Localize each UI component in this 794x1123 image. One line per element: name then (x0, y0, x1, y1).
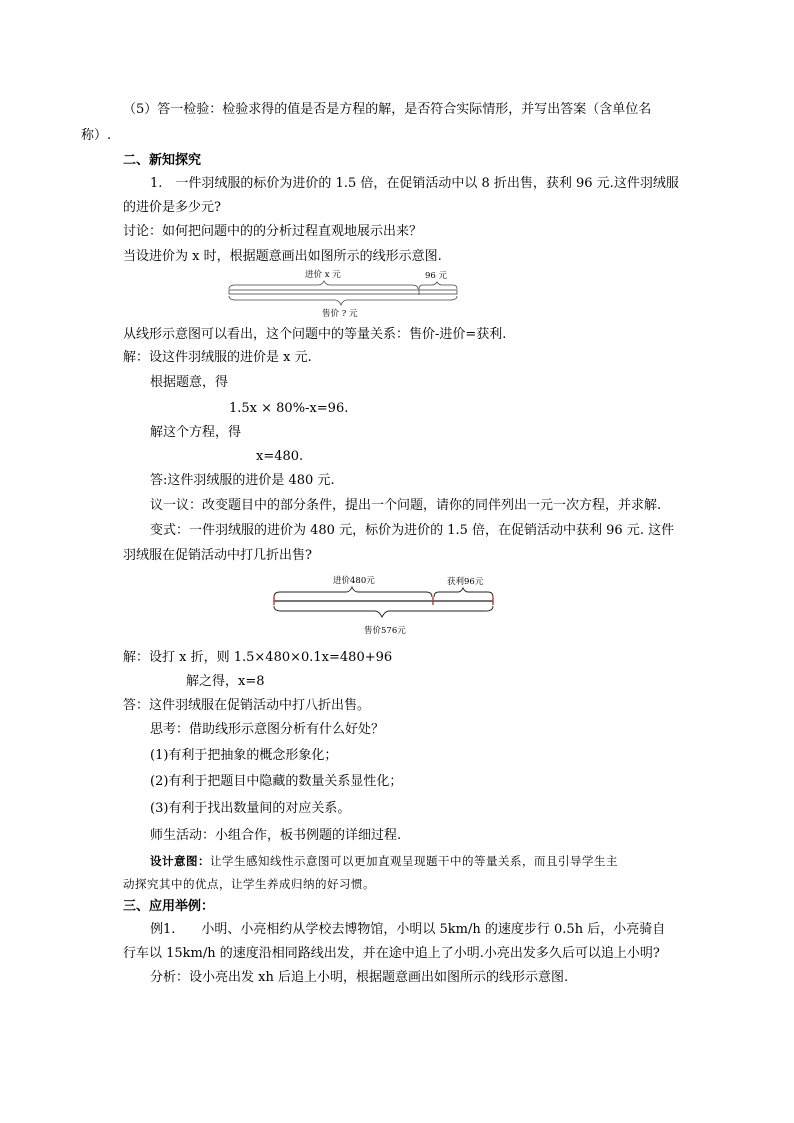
discuss2-text: 议一议：改变题目中的部分条件，提出一个问题，请你的同伴列出一元一次方程，并求解. (150, 498, 662, 513)
problem1-line1: 1. 一件羽绒服的标价为进价的 1.5 倍，在促销活动中以 8 折出售，获利 96 元.这件羽绒服 (150, 176, 679, 191)
diagram1-price-label: 售价 ? 元 (322, 309, 358, 319)
diagram2-profit-label: 获利96元 (447, 577, 484, 587)
diagram1-cost-label: 进价 x 元 (305, 270, 341, 280)
solution-let: 解：设这件羽绒服的进价是 x 元. (123, 350, 312, 365)
solution-by-problem: 根据题意，得 (150, 375, 229, 390)
diagram2-price-label: 售价576元 (364, 626, 406, 636)
think-point-2: (2)有利于把题目中隐藏的数量关系显性化； (150, 774, 403, 789)
think-question: 思考：借助线形示意图分析有什么好处？ (150, 722, 385, 737)
variant-line1: 变式：一件羽绒服的进价为 480 元，标价为进价的 1.5 倍，在促销活动中获利 96 元. 这件 (150, 523, 675, 538)
step5-line1: （5）答一检验：检验求得的值是否是方程的解，是否符合实际情形，并写出答案（含单位名 (123, 102, 652, 117)
diagram1-profit-label: 96 元 (425, 271, 448, 281)
section2-heading: 二、新知探究 (123, 153, 202, 168)
section3-heading: 三、应用举例： (123, 899, 215, 914)
design-intent-line1 (150, 853, 618, 869)
solution-equation: 1.5x × 80%-x=96. (229, 401, 349, 416)
activity-text: 师生活动：小组合作，板书例题的详细过程. (150, 828, 402, 843)
design-intent-label: 设计意图： (150, 854, 210, 868)
solution-answer: 答:这件羽绒服的进价是 480 元. (150, 473, 335, 488)
design-intent-text: 让学生感知线性示意图可以更加直观呈现题干中的等量关系，而且引导学生主 (210, 854, 618, 868)
variant-solution-solve: 解之得，x=8 (186, 674, 265, 689)
example1-line1: 例1. 小明、小亮相约从学校去博物馆，小明以 5km/h 的速度步行 0.5h 后，小亮骑自 (150, 922, 666, 937)
problem1-line2: 的进价是多少元? (123, 200, 221, 215)
think-point-3: (3)有利于找出数量间的对应关系。 (150, 801, 351, 816)
variant-solution-let: 解：设打 x 折，则 1.5×480×0.1x=480+96 (123, 650, 393, 665)
assume-text: 当设进价为 x 时，根据题意画出如图所示的线形示意图. (123, 249, 442, 264)
discussion: 讨论：如何把问题中的的分析过程直观地展示出来？ (123, 224, 423, 239)
relation-text: 从线形示意图可以看出，这个问题中的等量关系：售价-进价=获利. (123, 327, 507, 342)
solution-result: x=480. (256, 449, 304, 464)
analysis-text: 分析：设小亮出发 xh 后追上小明，根据题意画出如图所示的线形示意图. (150, 970, 569, 985)
think-point-1: (1)有利于把抽象的概念形象化； (150, 748, 338, 763)
step5-line2: 称）. (81, 128, 112, 143)
solution-solve: 解这个方程，得 (150, 425, 242, 440)
variant-solution-answer: 答：这件羽绒服在促销活动中打八折出售。 (123, 698, 371, 713)
diagram2-cost-label: 进价480元 (333, 576, 375, 586)
variant-line2: 羽绒服在促销活动中打几折出售? (123, 548, 312, 563)
design-intent-line2: 动探究其中的优点，让学生养成归纳的好习惯。 (123, 877, 375, 891)
example1-line2: 行车以 15km/h 的速度沿相同路线出发，并在途中追上了小明.小亮出发多久后可以追上小明? (123, 946, 660, 961)
